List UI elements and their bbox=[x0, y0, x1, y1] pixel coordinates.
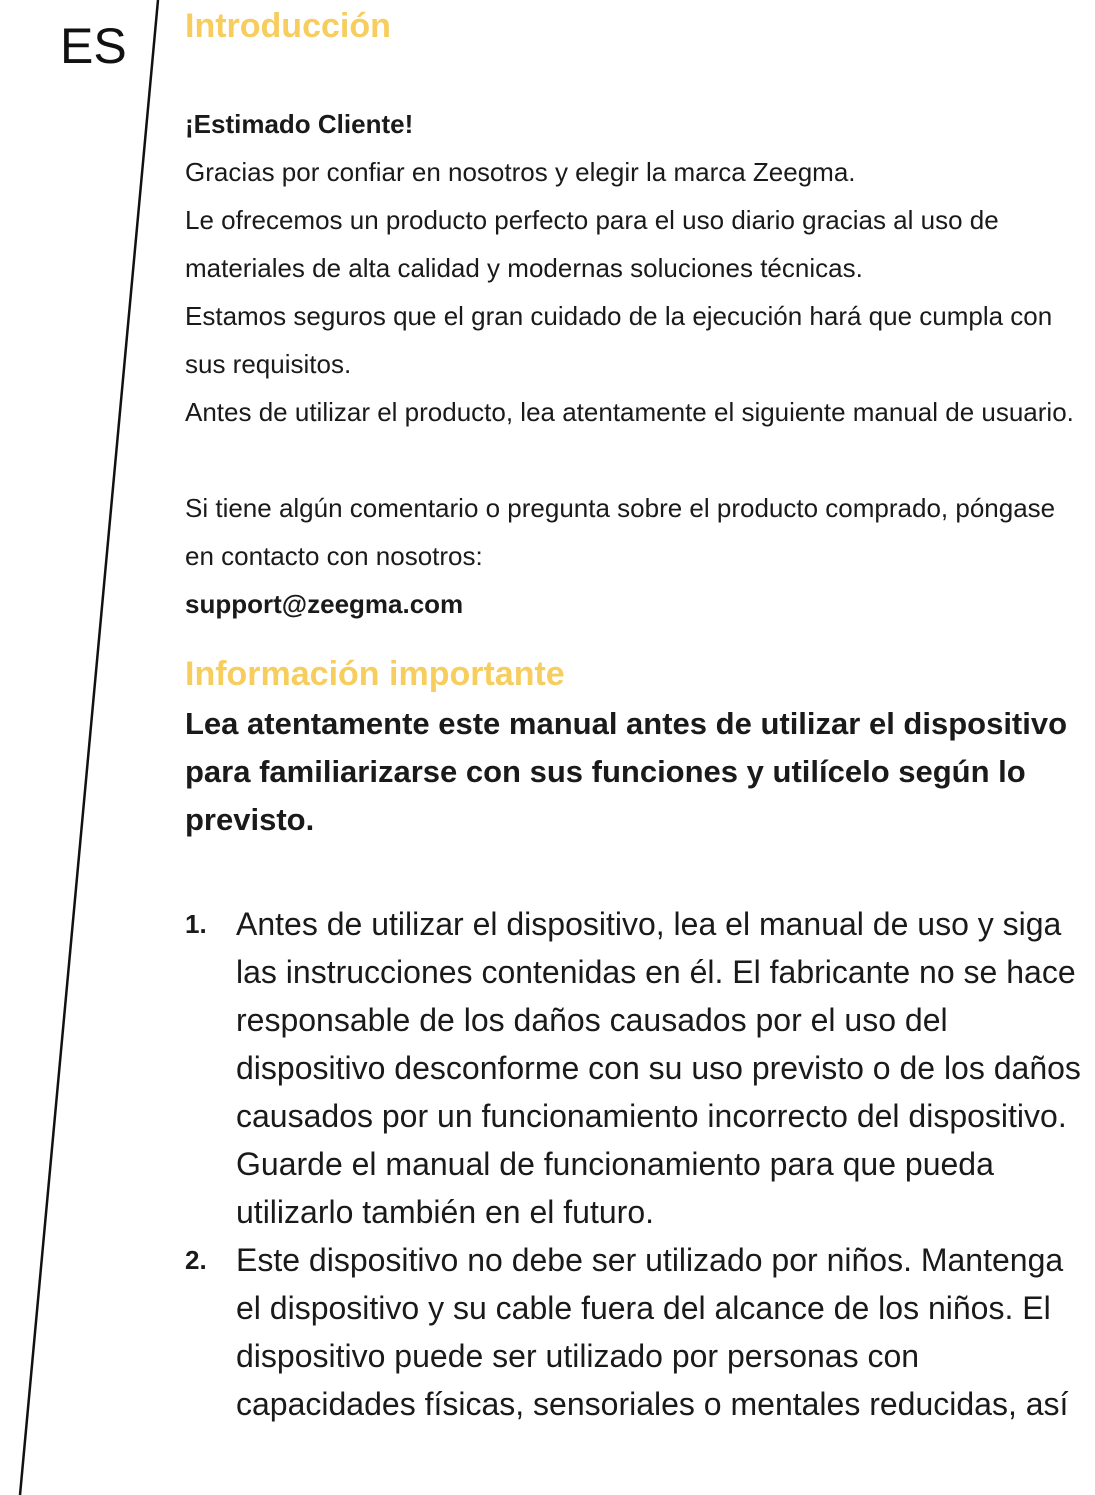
list-item bbox=[185, 1236, 1090, 1428]
list-item-text: Este dispositivo no debe ser utilizado por niños. Mantenga el dispositivo y su cable fuera del alcance de los niños. El dispositivo puede ser utilizado por personas con capacidades físicas, sensoriales o mentales reducidas, así bbox=[236, 1242, 1069, 1422]
page-content bbox=[185, 0, 1090, 1428]
intro-paragraph: Gracias por confiar en nosotros y elegir la marca Zeegma. bbox=[185, 157, 856, 187]
contact-text: Si tiene algún comentario o pregunta sobre el producto comprado, póngase en contacto con nosotros: bbox=[185, 493, 1056, 571]
list-item-number: 2. bbox=[185, 1245, 207, 1275]
language-code: ES bbox=[60, 18, 127, 74]
intro-paragraph: Estamos seguros que el gran cuidado de la ejecución hará que cumpla con sus requisitos. bbox=[185, 301, 1053, 379]
safety-list bbox=[185, 900, 1090, 1428]
list-item-text: Antes de utilizar el dispositivo, lea el manual de uso y siga las instrucciones contenidas en él. El fabricante no se hace responsable de los daños causados por el uso del dispositivo desconforme con su uso previsto o de los daños causados por un funcionamiento incorrecto del dispositivo. Guarde el manual de funcionamiento para que pueda utilizarlo también en el futuro. bbox=[236, 906, 1081, 1230]
list-item-number: 1. bbox=[185, 909, 207, 939]
paragraph-spacer bbox=[185, 436, 1090, 484]
intro-heading: Introducción bbox=[185, 7, 391, 45]
list-item bbox=[185, 900, 1090, 1236]
important-heading: Información importante bbox=[185, 655, 565, 693]
support-email[interactable]: support@zeegma.com bbox=[185, 589, 464, 619]
important-lead: Lea atentamente este manual antes de utilizar el dispositivo para familiarizarse con sus funciones y utilícelo según lo previsto. bbox=[185, 706, 1068, 837]
section-divider-line bbox=[0, 0, 200, 1495]
intro-paragraph: Antes de utilizar el producto, lea atentamente el siguiente manual de usuario. bbox=[185, 397, 1074, 427]
intro-paragraph: Le ofrecemos un producto perfecto para el uso diario gracias al uso de materiales de alta calidad y modernas soluciones técnicas. bbox=[185, 205, 999, 283]
greeting: ¡Estimado Cliente! bbox=[185, 109, 414, 139]
